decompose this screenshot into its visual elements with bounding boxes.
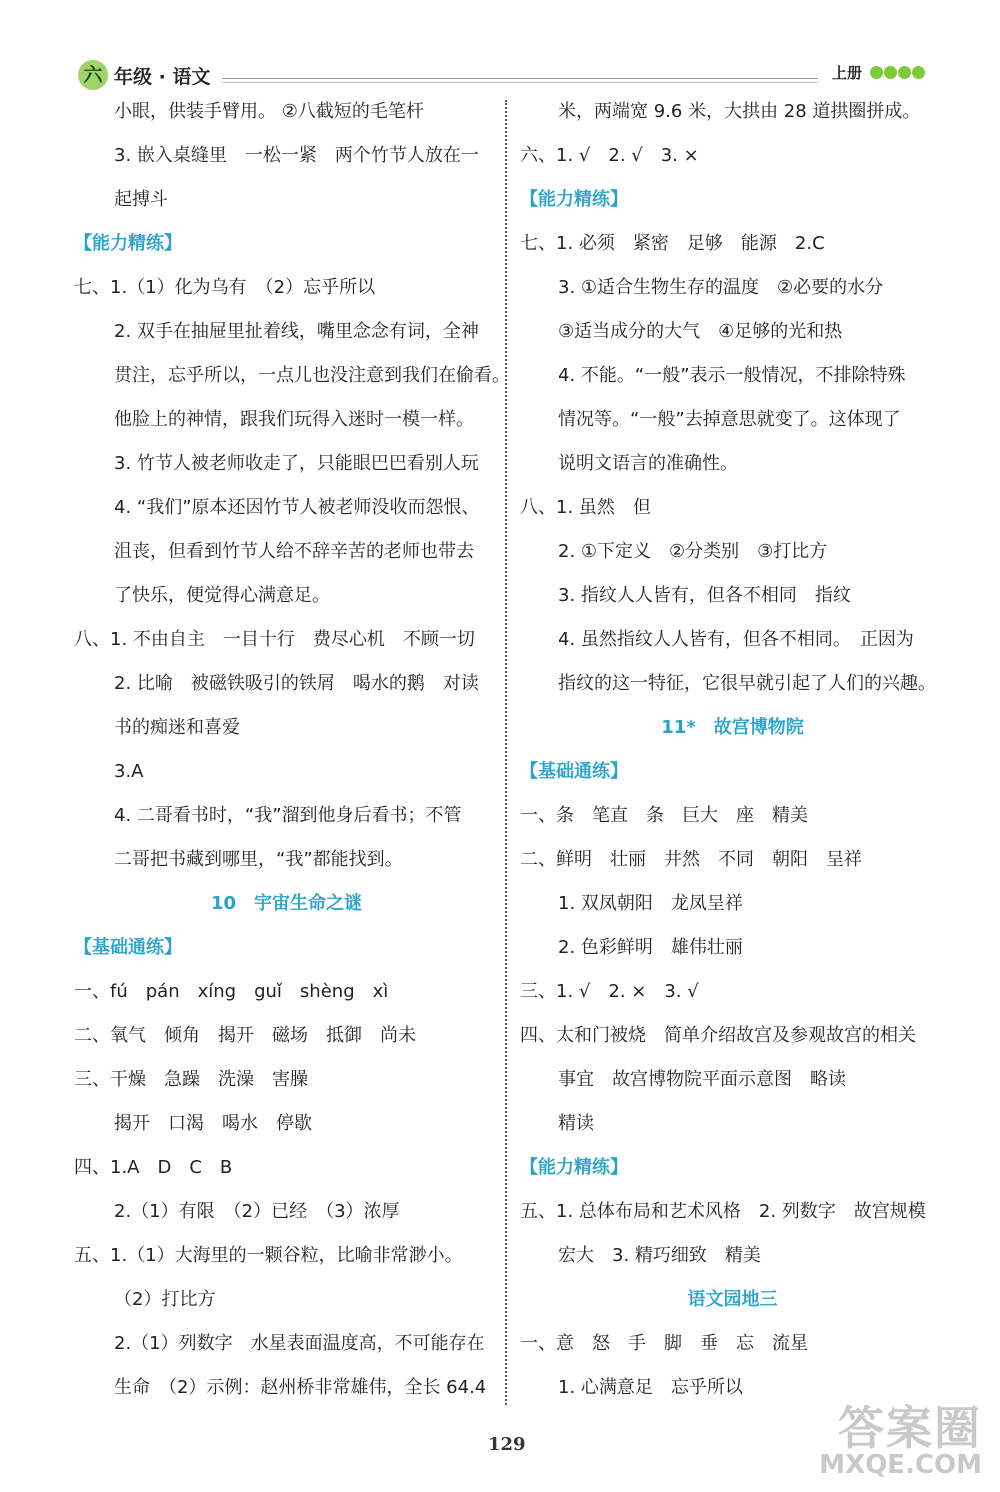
answer-line: 情况等。“一般”去掉意思就变了。这体现了	[558, 409, 901, 430]
answer-line: 2.（1）列数字 水星表面温度高，不可能存在	[114, 1333, 485, 1354]
answer-line: 事宜 故宫博物院平面示意图 略读	[558, 1069, 846, 1090]
answer-line: 1. 心满意足 忘乎所以	[558, 1377, 743, 1398]
answer-line: 书的痴迷和喜爱	[114, 717, 240, 738]
answer-line: 六、1. √ 2. √ 3. ×	[520, 145, 699, 166]
answer-line: 一、fú pán xíng guǐ shèng xì	[74, 981, 389, 1002]
answer-line: 揭开 口渴 喝水 停歇	[114, 1113, 312, 1134]
answer-line: 二、氧气 倾角 揭开 磁场 抵御 尚未	[74, 1025, 416, 1046]
answer-line: 4. 虽然指纹人人皆有，但各不相同。 正因为	[558, 629, 914, 650]
answer-line: 一、意 怒 手 脚 垂 忘 流星	[520, 1333, 808, 1354]
answer-line: 一、条 笔直 条 巨大 座 精美	[520, 805, 808, 826]
section-label: 【能力精练】	[520, 189, 628, 210]
answer-line: 五、1. 总体布局和艺术风格 2. 列数字 故宫规模	[520, 1201, 926, 1222]
answer-line: 二、鲜明 壮丽 井然 不同 朝阳 呈祥	[520, 849, 862, 870]
watermark	[819, 1392, 982, 1480]
answer-line: 4. “我们”原本还因竹节人被老师没收而怨恨、	[114, 497, 480, 518]
answer-line: 2.（1）有限 （2）已经 （3）浓厚	[114, 1201, 400, 1222]
lesson-title: 11* 故宫博物院	[661, 717, 804, 738]
answer-line: 七、1.（1）化为乌有 （2）忘乎所以	[74, 277, 376, 298]
section-label: 【基础通练】	[74, 937, 182, 958]
answer-line: 3. 指纹人人皆有，但各不相同 指纹	[558, 585, 851, 606]
section-label: 【能力精练】	[520, 1157, 628, 1178]
section-label: 【基础通练】	[520, 761, 628, 782]
answer-line: 2. ①下定义 ②分类别 ③打比方	[558, 541, 828, 562]
answer-line: 宏大 3. 精巧细致 精美	[558, 1245, 761, 1266]
answer-line: 3. 竹节人被老师收走了，只能眼巴巴看别人玩	[114, 453, 479, 474]
answer-line: 4. 二哥看书时，“我”溜到他身后看书；不管	[114, 805, 462, 826]
answer-line: 沮丧，但看到竹节人给不辞辛苦的老师也带去	[114, 541, 474, 562]
lesson-title: 语文园地三	[687, 1289, 778, 1310]
grade-subject: 年级 · 语文	[114, 66, 211, 88]
volume-dots	[870, 66, 925, 79]
answer-line: 了快乐，便觉得心满意足。	[114, 585, 330, 606]
grade-badge: 六	[78, 60, 108, 90]
answer-line: 3. ①适合生物生存的温度 ②必要的水分	[558, 277, 884, 298]
lesson-title: 10 宇宙生命之谜	[210, 893, 363, 914]
dot-icon	[898, 66, 911, 79]
section-label: 【能力精练】	[74, 233, 182, 254]
answer-line: 八、1. 虽然 但	[520, 497, 651, 518]
dot-icon	[870, 66, 883, 79]
answer-line: 3.A	[114, 761, 144, 782]
answer-line: 4. 不能。“一般”表示一般情况，不排除特殊	[558, 365, 906, 386]
dot-icon	[884, 66, 897, 79]
answer-line: 四、1.A D C B	[74, 1157, 233, 1178]
answer-line: 3. 嵌入桌缝里 一松一紧 两个竹节人放在一	[114, 145, 479, 166]
answer-line: 四、太和门被烧 简单介绍故宫及参观故宫的相关	[520, 1025, 916, 1046]
watermark-url: MXQE.COM	[819, 1450, 982, 1480]
answer-line: 1. 双凤朝阳 龙凤呈祥	[558, 893, 743, 914]
answer-line: 2. 色彩鲜明 雄伟壮丽	[558, 937, 743, 958]
column-divider	[505, 100, 507, 1405]
answer-line: 五、1.（1）大海里的一颗谷粒，比喻非常渺小。	[74, 1245, 463, 1266]
dot-icon	[912, 66, 925, 79]
answer-line: 三、1. √ 2. × 3. √	[520, 981, 699, 1002]
answer-line: 2. 双手在抽屉里扯着线，嘴里念念有词，全神	[114, 321, 479, 342]
answer-line: 贯注，忘乎所以，一点儿也没注意到我们在偷看。	[114, 365, 510, 386]
answer-line: 小眼，供装手臂用。 ②八截短的毛笔杆	[114, 101, 424, 122]
answer-line: 指纹的这一特征，它很早就引起了人们的兴趣。	[558, 673, 936, 694]
left-column	[74, 90, 510, 1410]
answer-line: ③适当成分的大气 ④足够的光和热	[558, 321, 843, 342]
header-rule-inner	[222, 82, 818, 83]
volume-label: 上册	[832, 64, 863, 82]
answer-line: 三、干燥 急躁 洗澡 害臊	[74, 1069, 308, 1090]
answer-line: 七、1. 必须 紧密 足够 能源 2.C	[520, 233, 825, 254]
answer-line: 精读	[558, 1113, 594, 1134]
answer-line: 起搏斗	[114, 189, 168, 210]
answer-line: 他脸上的神情，跟我们玩得入迷时一模一样。	[114, 409, 474, 430]
page-number: 129	[488, 1434, 526, 1455]
header-rule	[222, 78, 818, 79]
watermark-title: 答案圈	[838, 1401, 982, 1455]
answer-line: （2）打比方	[114, 1289, 216, 1310]
right-column	[520, 90, 945, 1410]
answer-line: 二哥把书藏到哪里，“我”都能找到。	[114, 849, 403, 870]
answer-line: 2. 比喻 被磁铁吸引的铁屑 喝水的鹅 对读	[114, 673, 479, 694]
answer-line: 八、1. 不由自主 一目十行 费尽心机 不顾一切	[74, 629, 475, 650]
answer-line: 米，两端宽 9.6 米，大拱由 28 道拱圈拼成。	[558, 101, 921, 122]
answer-line: 说明文语言的准确性。	[558, 453, 738, 474]
answer-line: 生命 （2）示例：赵州桥非常雄伟，全长 64.4	[114, 1377, 487, 1398]
page-header	[0, 0, 1000, 100]
